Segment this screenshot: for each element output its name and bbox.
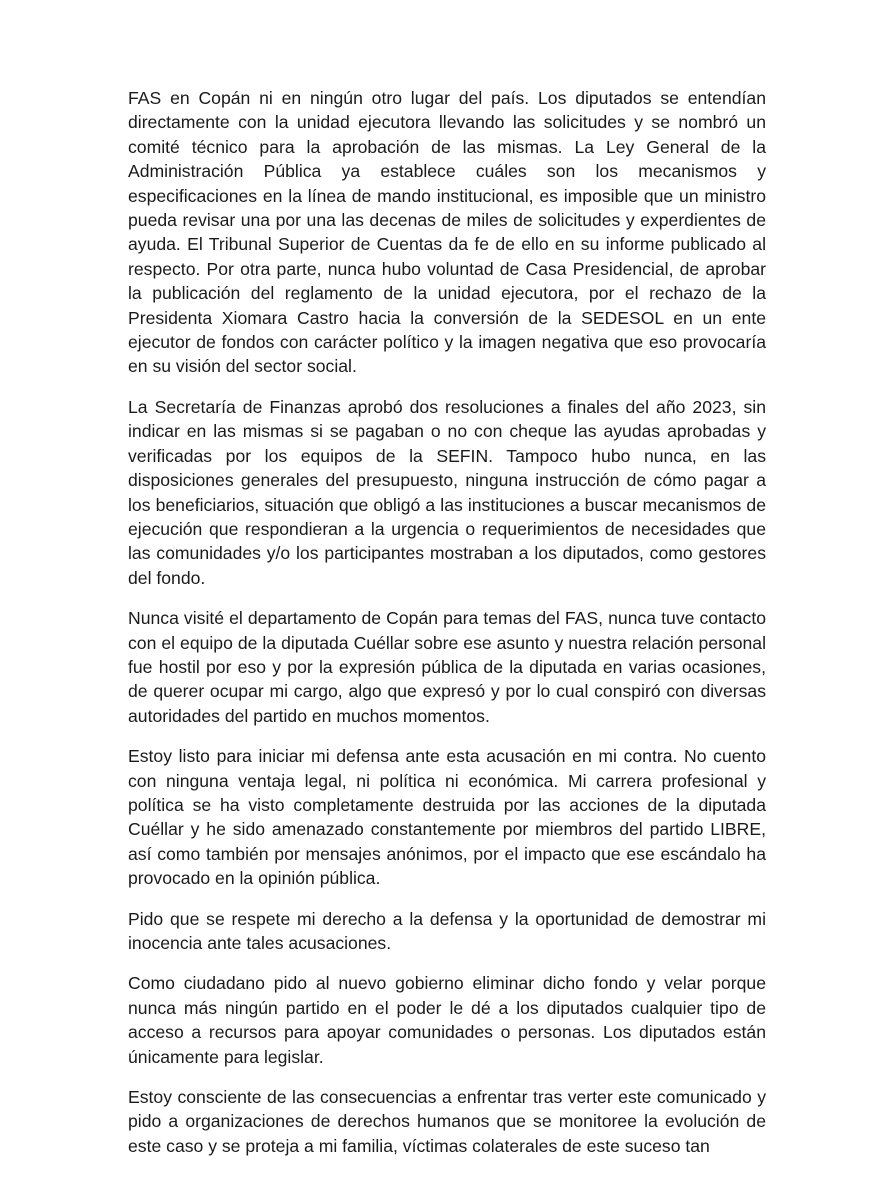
paragraph-5: Pido que se respete mi derecho a la defensa y la oportunidad de demostrar mi inocencia ante tales acusaciones. [128,908,766,953]
paragraph-1: FAS en Copán ni en ningún otro lugar del país. Los diputados se entendían directamente con la unidad ejecutora llevando las solicitudes y se nombró un comité técnico para la aprobación de las mismas. La Ley General de la Administración Pública ya establece cuáles son los mecanismos y especificaciones en la línea de mando institucional, es imposible que un ministro pueda revisar una por una las decenas de miles de solicitudes y experdientes de ayuda. El Tribunal Superior de Cuentas da fe de ello en su informe publicado al respecto. Por otra parte, nunca hubo voluntad de Casa Presidencial, de aprobar la publicación del reglamento de la unidad ejecutora, por el rechazo de la Presidenta Xiomara Castro hacia la conversión de la SEDESOL en un ente ejecutor de fondos con carácter político y la imagen negativa que eso provocaría en su visión del sector social. [128,88,766,377]
paragraph-2: La Secretaría de Finanzas aprobó dos resoluciones a finales del año 2023, sin indicar en las mismas si se pagaban o no con cheque las ayudas aprobadas y verificadas por los equipos de la SEFIN. Tampoco hubo nunca, en las disposiciones generales del presupuesto, ninguna instrucción de cómo pagar a los beneficiarios, situación que obligó a las instituciones a buscar mecanismos de ejecución que respondieran a la urgencia o requerimientos de necesidades que las comunidades y/o los participantes mostraban a los diputados, como gestores del fondo. [128,396,766,588]
paragraph-6: Como ciudadano pido al nuevo gobierno eliminar dicho fondo y velar porque nunca más ningún partido en el poder le dé a los diputados cualquier tipo de acceso a recursos para apoyar comunidades o personas. Los diputados están únicamente para legislar. [128,973,766,1067]
document-body [128,86,766,1174]
paragraph-3: Nunca visité el departamento de Copán para temas del FAS, nunca tuve contacto con el equipo de la diputada Cuéllar sobre ese asunto y nuestra relación personal fue hostil por eso y por la expresión pública de la diputada en varias ocasiones, de querer ocupar mi cargo, algo que expresó y por lo cual conspiró con diversas autoridades del partido en muchos momentos. [128,608,766,726]
paragraph-4: Estoy listo para iniciar mi defensa ante esta acusación en mi contra. No cuento con ninguna ventaja legal, ni política ni económica. Mi carrera profesional y política se ha visto completamente destruida por las acciones de la diputada Cuéllar y he sido amenazado constantemente por miembros del partido LIBRE, así como también por mensajes anónimos, por el impacto que ese escándalo ha provocado en la opinión pública. [128,746,766,889]
paragraph-7: Estoy consciente de las consecuencias a enfrentar tras verter este comunicado y pido a organizaciones de derechos humanos que se monitoree la evolución de este caso y se proteja a mi familia, víctimas colaterales de este suceso tan [128,1087,766,1156]
